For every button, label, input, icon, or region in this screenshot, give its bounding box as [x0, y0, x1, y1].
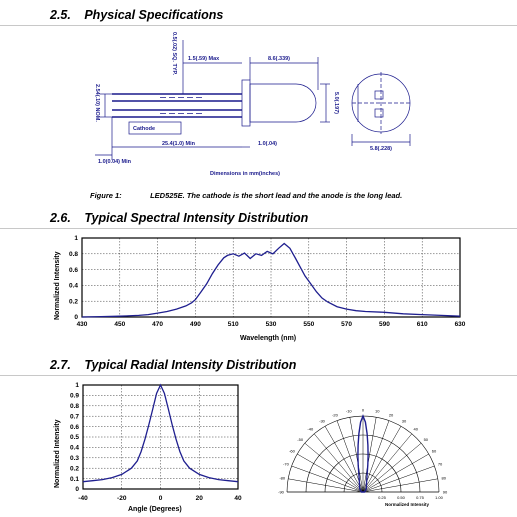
radial-xlabel: Angle (Degrees)	[128, 506, 182, 513]
polar-angle-label: 20	[388, 412, 394, 418]
polar-angle-label: 90	[442, 489, 448, 495]
polar-angle-label: 60	[431, 448, 437, 454]
section-number: 2.6.	[50, 211, 71, 225]
y-tick-label: 0.1	[69, 475, 79, 483]
polar-radial-tick: 0.25	[378, 495, 386, 500]
x-tick-label: -40	[78, 495, 88, 502]
y-tick-label: 0.3	[69, 455, 79, 462]
x-tick-label: 530	[265, 321, 277, 328]
dim-pitch: 2.54(.10) NOM.	[94, 84, 100, 122]
y-tick-label: 0.8	[69, 403, 79, 410]
dim-body-length: 8.6(.339)	[268, 56, 291, 62]
x-tick-label: 610	[416, 321, 428, 328]
x-tick-label: 20	[195, 495, 203, 502]
section-title: Physical Specifications	[84, 8, 224, 22]
y-tick-label: 0.4	[69, 444, 79, 452]
dim-max-length: 1.5(.59) Max	[188, 56, 220, 62]
polar-angle-label: 70	[437, 461, 443, 467]
polar-angle-label: -60	[289, 448, 295, 454]
dim-flange: 1.0(.04)	[258, 141, 277, 147]
dim-height: 5.0(.197)	[333, 92, 339, 115]
spectral-xlabel: Wavelength (nm)	[240, 335, 297, 342]
dim-units: Dimensions in mm(inches)	[210, 171, 280, 177]
dim-gap-min: 1.0(0.04) Min	[98, 159, 132, 165]
y-tick-label: 0.5	[69, 434, 79, 442]
figure-text: LED525E. The cathode is the short lead and the anode is the long lead.	[150, 191, 403, 200]
polar-angle-label: 30	[401, 418, 407, 424]
x-tick-label: 570	[341, 321, 353, 328]
x-tick-label: 590	[378, 321, 390, 328]
polar-angle-label: -90	[278, 489, 284, 495]
section-number: 2.7.	[50, 358, 71, 372]
polar-grid	[278, 408, 448, 501]
radial-ylabel: Normalized Intensity	[54, 419, 61, 488]
x-tick-label: 470	[152, 321, 164, 328]
section-title: Typical Radial Intensity Distribution	[84, 358, 297, 372]
x-tick-label: 550	[303, 321, 315, 328]
polar-angle-label: -50	[297, 436, 304, 442]
y-tick-label: 1	[75, 382, 79, 390]
figure-label: Figure 1:	[90, 191, 122, 200]
y-tick-label: 0.6	[68, 266, 78, 274]
y-tick-label: 0.6	[69, 423, 79, 431]
x-tick-label: -20	[117, 495, 127, 502]
x-tick-label: 630	[454, 321, 466, 328]
polar-angle-label: -40	[307, 426, 314, 432]
polar-angle-label: -70	[283, 461, 289, 467]
polar-radial-tick: 0.50	[397, 495, 405, 500]
y-tick-label: 1	[74, 235, 78, 243]
y-tick-label: 0	[74, 314, 78, 322]
x-tick-label: 450	[114, 321, 126, 328]
polar-xlabel: Normalized Intensity	[385, 502, 430, 507]
x-tick-label: 430	[76, 321, 88, 328]
dim-diameter: 5.8(.228)	[370, 146, 393, 152]
y-tick-label: 0.4	[68, 282, 78, 290]
polar-angle-label: -30	[319, 418, 325, 424]
y-tick-label: 0.8	[68, 251, 78, 258]
x-tick-label: 510	[227, 321, 239, 328]
polar-radial-tick: 1.00	[435, 495, 443, 500]
polar-angle-label: -80	[279, 475, 286, 481]
y-tick-label: 0	[75, 486, 79, 494]
spectral-ylabel: Normalized Intensity	[54, 251, 61, 320]
y-tick-label: 0.2	[69, 465, 79, 473]
dim-cathode: Cathode	[133, 126, 155, 132]
x-tick-label: 490	[189, 321, 201, 328]
polar-radial-tick: 0.75	[416, 495, 424, 500]
section-number: 2.5.	[50, 8, 71, 22]
y-tick-label: 0.2	[68, 298, 78, 306]
x-tick-label: 40	[234, 495, 242, 502]
polar-angle-label: 0	[361, 407, 365, 413]
x-tick-label: 0	[158, 495, 163, 502]
polar-angle-label: 80	[441, 475, 446, 481]
polar-angle-label: -20	[332, 412, 338, 418]
polar-angle-label: 10	[375, 408, 380, 414]
polar-angle-label: 50	[423, 436, 429, 442]
dim-lead-min: 25.4(1.0) Min	[162, 141, 196, 147]
dim-lead-square: 0.5(.02) SQ. TYP.	[171, 32, 177, 76]
polar-angle-label: 40	[413, 426, 418, 432]
section-title: Typical Spectral Intensity Distribution	[84, 211, 309, 225]
y-tick-label: 0.7	[69, 413, 79, 421]
polar-angle-label: -10	[345, 408, 352, 414]
y-tick-label: 0.9	[69, 392, 79, 400]
